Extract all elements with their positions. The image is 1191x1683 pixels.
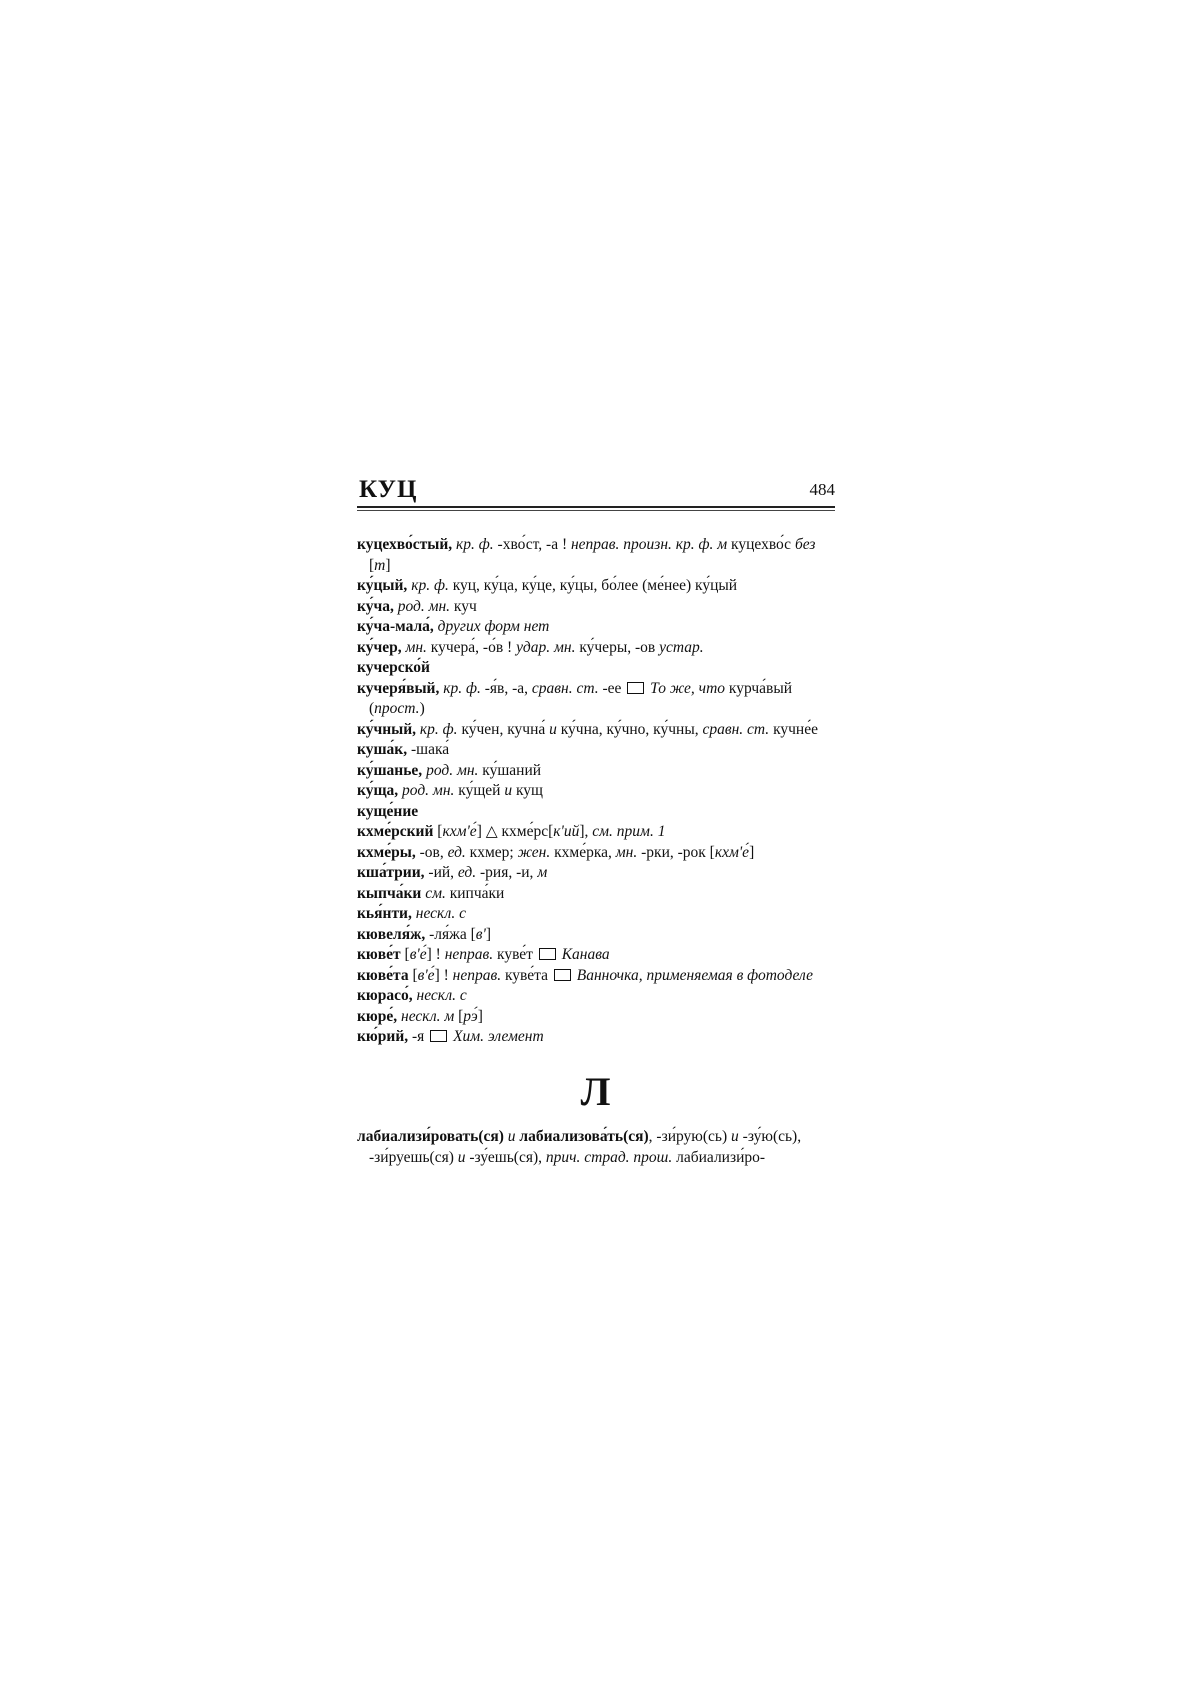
grammar-label: жен. [517,843,555,861]
grammar-label: неправ. [452,966,505,984]
grammar-label: сравн. ст. [531,679,603,697]
headword: лабиализи́ровать(ся) [357,1128,504,1145]
headword: ку́чный, [357,720,417,738]
dictionary-entry: кю́рий, -я Хим. элемент [357,1028,544,1045]
header-rule-thin [357,510,835,511]
definition-box-icon [554,969,571,981]
grammar-label: м [537,864,548,881]
grammar-label: к'ий [553,823,580,840]
dictionary-entry: куцехво́стый, кр. ф. -хво́ст, -а ! неправ. произн. кр. ф. м куцехво́с без [т] [357,536,816,574]
headword: кхме́ры, [357,843,416,861]
headword: ку́ча-мала́, [357,618,434,635]
dictionary-entry: ку́цый, кр. ф. куц, ку́ца, ку́це, ку́цы, бо́лее (ме́нее) ку́цый [357,577,738,594]
grammar-label: и [731,1128,743,1145]
grammar-label: ед. [447,843,470,861]
headword: ку́цый, [357,577,408,594]
grammar-label: кхм'е́ [714,843,750,861]
definition-box-icon [539,948,556,960]
grammar-label: прост. [374,700,420,717]
grammar-label: других форм нет [433,618,550,635]
headword: кювеля́ж, [357,925,426,943]
dictionary-entry: кхме́рский [кхм'е́] △ кхме́рс[к'ий], см. прим. 1 [357,823,666,840]
grammar-label: кхм'е́ [442,823,477,840]
headword: ку́чер, [357,638,402,656]
dictionary-entry: кхме́ры, -ов, ед. кхмер; жен. кхме́рка, мн. -рки, -рок [кхм'е́] [357,843,755,861]
grammar-label: см. [421,884,450,902]
headword: кша́трии, [357,864,425,881]
grammar-label: в'е́ [417,966,435,984]
grammar-label: нескл. с [412,987,467,1004]
grammar-label: без [794,536,816,553]
grammar-label: нескл. с [411,905,466,922]
dictionary-entry: ку́ча, род. мн. куч [357,597,477,615]
section-letter: Л [580,1069,611,1114]
grammar-label: мн. [401,638,431,656]
dictionary-entry [357,904,837,925]
headword: кья́нти, [357,905,412,922]
headword: куцехво́стый, [357,536,453,553]
grammar-label: кр. ф. [407,577,453,594]
running-head: КУЦ [359,476,418,503]
headword: кюве́та [357,966,409,984]
grammar-label: и [549,720,561,738]
page-number: 484 [809,480,835,499]
definition-box-icon [627,682,644,694]
headword: кучеря́вый, [357,679,440,697]
grammar-label: род. мн. [422,761,483,779]
grammar-label: ед. [457,864,481,881]
grammar-label: кр. ф. [452,536,498,553]
dictionary-entry: кыпча́ки см. кипча́ки [357,884,505,902]
grammar-label: нескл. м [397,1007,459,1025]
dictionary-entry [357,986,837,1007]
grammar-label: рэ́ [463,1007,478,1025]
headword: ку́шанье, [357,761,423,779]
grammar-label: То же, что [646,679,729,697]
dictionary-entry: кша́трии, -ий, ед. -рия, -и, м [357,864,548,881]
dictionary-entry: ку́чный, кр. ф. ку́чен, кучна́ и ку́чна, ку́чно, ку́чны, сравн. ст. кучне́е [357,720,818,738]
grammar-label: и [503,1128,520,1145]
grammar-label: устар. [659,638,704,656]
headword: кыпча́ки [357,884,422,902]
grammar-label: неправ. [444,946,498,963]
headword: куще́ние [357,802,419,820]
header-rule [357,506,835,508]
grammar-label: прич. страд. прош. [545,1149,677,1166]
dictionary-entry: ку́чер, мн. кучера́, -о́в ! удар. мн. ку́черы, -ов устар. [357,638,704,656]
dictionary-entry: куша́к, -шака́ [357,741,450,758]
grammar-label: род. мн. [393,597,454,615]
grammar-label: кр. ф. [416,720,462,738]
dictionary-entry: ку́ща, род. мн. ку́щей и кущ [357,782,543,799]
dictionary-entry: кучеря́вый, кр. ф. -я́в, -а, сравн. ст. -ее То же, что курча́вый (прост.) [357,679,793,717]
grammar-label: Канава [557,946,610,963]
grammar-label: мн. [615,843,642,861]
headword: кхме́рский [357,823,434,840]
definition-box-icon [430,1030,447,1042]
headword: кюве́т [357,946,401,963]
grammar-label: в' [475,925,486,943]
dictionary-entry [357,802,837,823]
grammar-label: и [504,782,516,799]
grammar-label: в'е́ [409,946,427,963]
grammar-label: т [374,556,386,574]
dictionary-entry: кюве́т [в'е́] ! неправ. куве́т Канава [357,946,610,963]
grammar-label: неправ. произн. кр. ф. м [570,536,732,553]
headword: ку́ча, [357,597,394,615]
grammar-label: кр. ф. [439,679,485,697]
grammar-label: Хим. элемент [449,1028,544,1045]
headword: ку́ща, [357,782,399,799]
page-header [357,476,835,512]
headword-variant: лабиализова́ть(ся) [519,1128,649,1145]
dictionary-entry: ку́шанье, род. мн. ку́шаний [357,761,542,779]
headword: кю́рий, [357,1028,409,1045]
dictionary-entry: кювеля́ж, -ля́жа [в'] [357,925,491,943]
dictionary-entry [357,658,837,679]
headword: кюре́, [357,1007,398,1025]
grammar-label: удар. мн. [516,638,580,656]
grammar-label: Ванночка, применяемая в фотоделе [572,966,814,984]
entry-list [357,535,837,1048]
dictionary-entry: лабиализи́ровать(ся) и лабиализова́ть(ся), -зи́рую(сь) и -зу́ю(сь), -зи́руешь(ся) и -зу́ешь(ся), прич. страд. прош. лабиализи́ро- [357,1128,802,1166]
entry-list-l [357,1126,837,1168]
grammar-label: сравн. ст. [702,720,774,738]
dictionary-entry: кюре́, нескл. м [рэ́] [357,1007,483,1025]
headword: кюрасо́, [357,987,413,1004]
grammar-label: см. прим. 1 [592,823,666,840]
headword: кучерско́й [357,659,430,676]
dictionary-entry: кюве́та [в'е́] ! неправ. куве́та Ванночка, применяемая в фотоделе [357,966,814,984]
grammar-label: род. мн. [398,782,459,799]
dictionary-entry [357,617,837,638]
grammar-label: и [457,1149,470,1166]
headword: куша́к, [357,741,408,758]
